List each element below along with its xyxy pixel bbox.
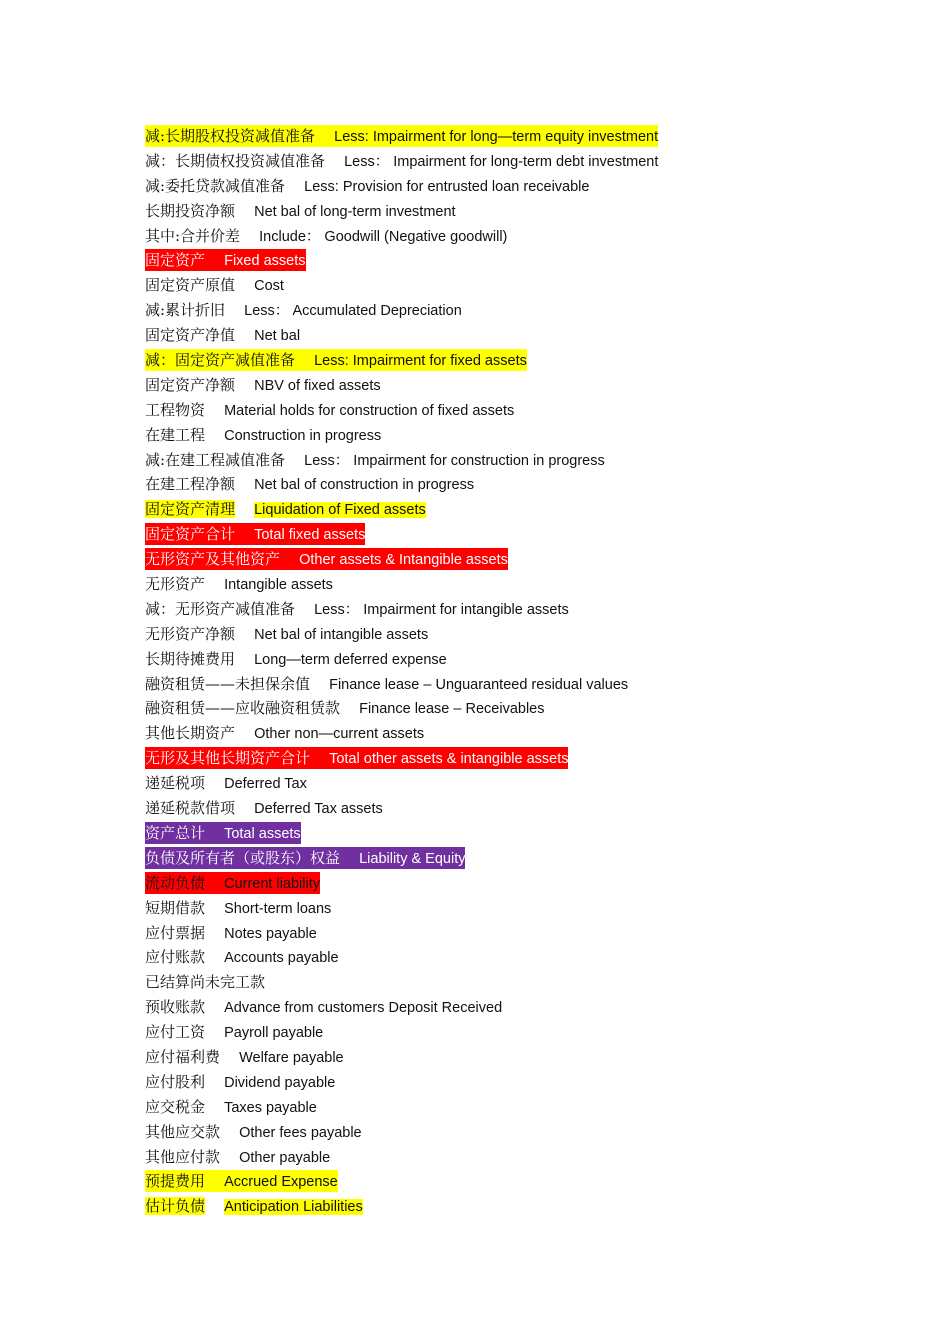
line-wrap (145, 622, 905, 647)
line-wrap (145, 497, 905, 522)
chinese-term: 减:委托贷款减值准备 (145, 176, 286, 195)
glossary-line (145, 672, 905, 697)
chinese-term: 递延税款借项 (145, 799, 236, 818)
term-gap (235, 650, 254, 668)
glossary-line (145, 349, 527, 371)
chinese-term: 固定资产 (145, 251, 206, 270)
english-term: Other payable (239, 1149, 331, 1166)
english-term: Less: Impairment for fixed assets (314, 353, 527, 370)
term-gap (235, 724, 254, 742)
chinese-term: 应付股利 (145, 1072, 206, 1091)
chinese-term: 应交税金 (145, 1097, 206, 1116)
english-term: Payroll payable (224, 1025, 324, 1042)
term-gap (220, 1123, 239, 1141)
line-wrap (145, 1045, 905, 1070)
line-wrap (145, 248, 905, 273)
line-wrap (145, 597, 905, 622)
glossary-line (145, 199, 905, 224)
chinese-term: 减:在建工程减值准备 (145, 450, 286, 469)
chinese-term: 短期借款 (145, 898, 206, 917)
english-term: Welfare payable (239, 1049, 344, 1066)
line-wrap (145, 1169, 905, 1194)
english-term: Construction in progress (224, 427, 382, 444)
english-term: Dividend payable (224, 1074, 336, 1091)
chinese-term: 预收账款 (145, 998, 206, 1017)
glossary-line (145, 249, 306, 271)
english-term: Finance lease – Unguaranteed residual values (329, 676, 629, 693)
line-wrap (145, 423, 905, 448)
term-gap (205, 1197, 224, 1215)
english-term: Long—term deferred expense (254, 651, 447, 668)
english-term: Include： Goodwill (Negative goodwill) (259, 228, 508, 245)
chinese-term: 递延税项 (145, 774, 206, 793)
glossary-line (145, 572, 905, 597)
term-gap (205, 401, 224, 419)
english-term: Deferred Tax (224, 776, 307, 793)
term-gap (205, 575, 224, 593)
glossary-line (145, 995, 905, 1020)
term-gap (265, 973, 284, 991)
term-gap (205, 998, 224, 1016)
glossary-line (145, 872, 320, 894)
english-term: Other fees payable (239, 1124, 362, 1141)
line-wrap (145, 721, 905, 746)
english-term: Fixed assets (224, 253, 306, 270)
chinese-term: 其他应付款 (145, 1147, 221, 1166)
term-gap (295, 351, 314, 369)
term-gap (205, 1098, 224, 1116)
glossary-line (145, 597, 905, 622)
english-term: Less: Provision for entrusted loan receivable (304, 178, 590, 195)
glossary-line (145, 696, 905, 721)
term-gap (205, 899, 224, 917)
glossary-line (145, 747, 568, 769)
term-gap (220, 1148, 239, 1166)
english-term: Liability & Equity (359, 850, 466, 867)
english-term: Cost (254, 278, 284, 295)
chinese-term: 应付福利费 (145, 1047, 221, 1066)
term-gap (205, 948, 224, 966)
term-gap (205, 924, 224, 942)
chinese-term: 减：长期债权投资减值准备 (145, 151, 326, 170)
line-wrap (145, 547, 905, 572)
term-gap (235, 525, 254, 543)
line-wrap (145, 647, 905, 672)
glossary-line (145, 796, 905, 821)
term-gap (235, 625, 254, 643)
english-term: Less： Impairment for construction in progress (304, 452, 605, 469)
english-term: Less： Impairment for long-term debt investment (344, 153, 659, 170)
term-gap (205, 774, 224, 792)
english-term: Net bal of long-term investment (254, 203, 456, 220)
term-gap (205, 1023, 224, 1041)
line-wrap (145, 921, 905, 946)
english-term: Less： Accumulated Depreciation (244, 303, 462, 320)
glossary-line (145, 721, 905, 746)
chinese-term: 估计负债 (145, 1197, 206, 1216)
english-term: Notes payable (224, 925, 317, 942)
line-wrap (145, 448, 905, 473)
term-gap (240, 227, 259, 245)
line-wrap (145, 1194, 905, 1219)
english-term: Accounts payable (224, 950, 339, 967)
term-gap (235, 799, 254, 817)
glossary-line (145, 1194, 905, 1219)
line-wrap (145, 199, 905, 224)
term-gap (340, 849, 359, 867)
english-term: Other non—current assets (254, 726, 425, 743)
english-term: Finance lease – Receivables (359, 701, 545, 718)
line-wrap (145, 896, 905, 921)
term-gap (315, 127, 334, 145)
chinese-term: 其中:合并价差 (145, 226, 241, 245)
glossary-line (145, 896, 905, 921)
english-term: Liquidation of Fixed assets (254, 502, 426, 519)
term-gap (235, 326, 254, 344)
chinese-term: 减：无形资产减值准备 (145, 599, 296, 618)
glossary-line (145, 398, 905, 423)
term-gap (285, 451, 304, 469)
line-wrap (145, 572, 905, 597)
term-gap (205, 251, 224, 269)
english-term: Advance from customers Deposit Received (224, 1000, 503, 1017)
glossary-line (145, 945, 905, 970)
line-wrap (145, 995, 905, 1020)
line-wrap (145, 273, 905, 298)
glossary-line (145, 448, 905, 473)
term-gap (205, 426, 224, 444)
glossary-line (145, 847, 465, 869)
term-gap (340, 699, 359, 717)
glossary-line (145, 125, 658, 147)
term-gap (325, 152, 344, 170)
line-wrap (145, 846, 905, 871)
glossary-line (145, 1120, 905, 1145)
chinese-term: 预提费用 (145, 1172, 206, 1191)
chinese-term: 应付账款 (145, 948, 206, 967)
glossary-line (145, 647, 905, 672)
english-term: Less: Impairment for long—term equity investment (334, 129, 659, 145)
glossary-line (145, 548, 508, 570)
english-term: Short-term loans (224, 900, 332, 917)
line-wrap (145, 945, 905, 970)
chinese-term: 固定资产净值 (145, 326, 236, 345)
glossary-line (145, 622, 905, 647)
line-wrap (145, 771, 905, 796)
english-term: Total fixed assets (254, 527, 366, 544)
glossary-line (145, 149, 905, 174)
line-wrap (145, 1095, 905, 1120)
term-gap (225, 301, 244, 319)
english-term: Material holds for construction of fixed assets (224, 402, 515, 419)
glossary-line (145, 1095, 905, 1120)
line-wrap (145, 871, 905, 896)
chinese-term: 减：固定资产减值准备 (145, 351, 296, 370)
term-gap (220, 1048, 239, 1066)
line-wrap (145, 174, 905, 199)
chinese-term: 长期投资净额 (145, 201, 236, 220)
line-wrap (145, 746, 905, 771)
chinese-term: 在建工程 (145, 425, 206, 444)
term-gap (285, 177, 304, 195)
line-wrap (145, 672, 905, 697)
line-wrap (145, 298, 905, 323)
glossary-line (145, 523, 365, 545)
chinese-term: 负债及所有者（或股东）权益 (145, 848, 341, 867)
line-wrap (145, 696, 905, 721)
english-term: Accrued Expense (224, 1174, 338, 1191)
english-term: Total other assets & intangible assets (329, 751, 569, 768)
line-wrap (145, 373, 905, 398)
chinese-term: 固定资产原值 (145, 276, 236, 295)
line-wrap (145, 970, 905, 995)
chinese-term: 减:累计折旧 (145, 301, 226, 320)
chinese-term: 在建工程净额 (145, 475, 236, 494)
glossary-line (145, 472, 905, 497)
term-gap (205, 824, 224, 842)
english-term: Current liability (224, 875, 320, 892)
english-term: Total assets (224, 825, 301, 842)
term-gap (235, 202, 254, 220)
chinese-term: 无形资产净额 (145, 624, 236, 643)
chinese-term: 融资租赁——应收融资租赁款 (145, 699, 341, 718)
glossary-line (145, 1070, 905, 1095)
glossary-line (145, 497, 905, 522)
term-gap (205, 874, 224, 892)
glossary-line (145, 224, 905, 249)
chinese-term: 无形资产 (145, 575, 206, 594)
chinese-term: 无形及其他长期资产合计 (145, 749, 311, 768)
chinese-term: 流动负债 (145, 873, 206, 892)
chinese-term: 长期待摊费用 (145, 649, 236, 668)
chinese-term: 资产总计 (145, 823, 206, 842)
glossary-line (145, 1045, 905, 1070)
term-gap (205, 1073, 224, 1091)
line-wrap (145, 1020, 905, 1045)
glossary-line (145, 921, 905, 946)
line-wrap (145, 398, 905, 423)
glossary-line (145, 298, 905, 323)
glossary-line (145, 1020, 905, 1045)
document-page (145, 124, 905, 1219)
glossary-line (145, 423, 905, 448)
chinese-term: 其他应交款 (145, 1122, 221, 1141)
line-wrap (145, 149, 905, 174)
english-term: Net bal of construction in progress (254, 477, 475, 494)
chinese-term: 工程物资 (145, 400, 206, 419)
glossary-line (145, 174, 905, 199)
chinese-term: 融资租赁——未担保余值 (145, 674, 311, 693)
english-term: Other assets & Intangible assets (299, 552, 508, 569)
line-wrap (145, 1120, 905, 1145)
english-term: Intangible assets (224, 577, 333, 594)
glossary-line (145, 822, 301, 844)
glossary-line (145, 970, 905, 995)
term-gap (235, 376, 254, 394)
english-term: Less： Impairment for intangible assets (314, 601, 569, 618)
line-wrap (145, 323, 905, 348)
term-gap (280, 550, 299, 568)
english-term: Anticipation Liabilities (224, 1199, 363, 1216)
chinese-term: 减:长期股权投资减值准备 (145, 127, 316, 145)
english-term: Taxes payable (224, 1099, 317, 1116)
glossary-line (145, 1145, 905, 1170)
chinese-term: 其他长期资产 (145, 724, 236, 743)
english-term: NBV of fixed assets (254, 377, 381, 394)
line-wrap (145, 821, 905, 846)
term-gap (310, 675, 329, 693)
term-gap (235, 475, 254, 493)
english-term: Net bal of intangible assets (254, 626, 429, 643)
term-gap (235, 500, 254, 518)
line-wrap (145, 472, 905, 497)
term-gap (310, 749, 329, 767)
chinese-term: 已结算尚未完工款 (145, 973, 266, 992)
english-term: Net bal (254, 328, 301, 345)
chinese-term: 固定资产合计 (145, 525, 236, 544)
glossary-line (145, 373, 905, 398)
english-term: Deferred Tax assets (254, 801, 383, 818)
glossary-line (145, 771, 905, 796)
chinese-term: 固定资产清理 (145, 500, 236, 519)
glossary-line (145, 323, 905, 348)
line-wrap (145, 124, 905, 149)
chinese-term: 应付工资 (145, 1023, 206, 1042)
glossary-line (145, 1170, 338, 1192)
line-wrap (145, 522, 905, 547)
line-wrap (145, 348, 905, 373)
chinese-term: 无形资产及其他资产 (145, 550, 281, 569)
term-gap (205, 1172, 224, 1190)
chinese-term: 应付票据 (145, 923, 206, 942)
line-wrap (145, 796, 905, 821)
line-wrap (145, 224, 905, 249)
line-wrap (145, 1145, 905, 1170)
term-gap (235, 276, 254, 294)
term-gap (295, 600, 314, 618)
line-wrap (145, 1070, 905, 1095)
chinese-term: 固定资产净额 (145, 375, 236, 394)
glossary-line (145, 273, 905, 298)
